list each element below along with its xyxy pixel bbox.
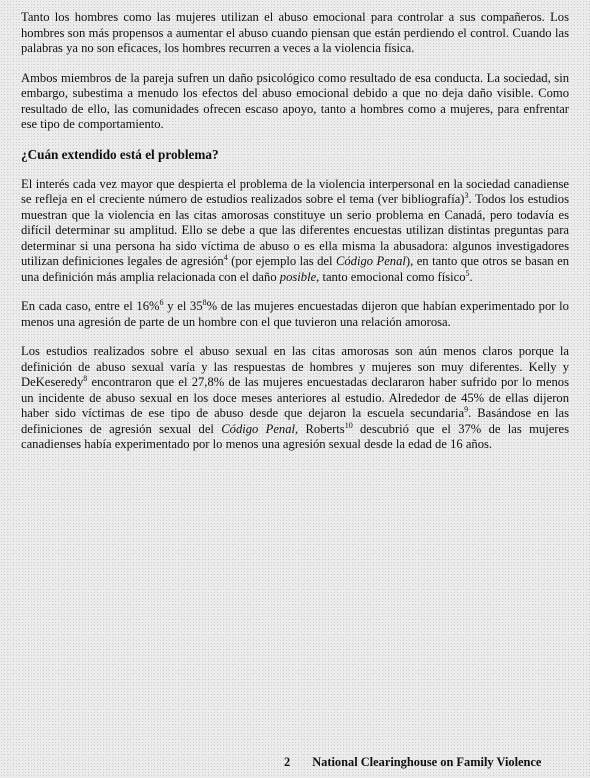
text-run: descubrió que el 37% de las mujeres canadienses había experimentado por lo menos una agresión sexual desde la edad de 16 años. xyxy=(21,421,569,451)
footnote-ref: 8 xyxy=(83,373,88,383)
text-run: y el 35 xyxy=(163,299,203,313)
text-run: Los estudios realizados sobre el abuso sexual en las citas amorosas son aún menos claros porque la definición de abuso sexual varía y las respuestas de hombres y mujeres son muy diferentes. Kelly y DeKeseredy xyxy=(21,344,569,389)
publisher-name: National Clearinghouse on Family Violence xyxy=(312,755,542,769)
page-number: 2 xyxy=(284,755,291,769)
footnote-ref: 3 xyxy=(464,190,469,200)
text-run: (por ejemplo las del xyxy=(227,254,336,268)
paragraph-psychological-harm: Ambos miembros de la pareja sufren un daño psicológico como resultado de esa conducta. La sociedad, sin embargo, subestima a menudo los efectos del abuso emocional debido a que no deja daño visible. Como resultado de ello, las comunidades ofrecen escaso apoyo, tanto a hombres como a mujeres, para enfrentar ese tipo de comportamiento. xyxy=(21,70,569,131)
text-run: . Todos los estudios muestran que la violencia en las citas amorosas constituye un serio problema en Canadá, pero todavía es difícil determinar su amplitud. Ello se debe a que las diferentes encuestas utilizan distintas preguntas para determinar si una persona ha sido víctima de abuso o es ella misma la abusadora: algunos investigadores utilizan definiciones legales de agresión xyxy=(21,192,569,268)
footnote-ref: 10 xyxy=(344,420,353,430)
footnote-ref: 6 xyxy=(159,297,164,307)
body-text xyxy=(21,10,569,467)
footnote-ref: 5 xyxy=(465,268,470,278)
text-run: , Roberts xyxy=(295,421,345,436)
text-run: % de las mujeres encuestadas dijeron que habían experimentado por lo menos una agresión de parte de un hombre con el que tuvieron una relación amorosa. xyxy=(21,299,569,329)
italic-term: Código Penal xyxy=(221,421,296,436)
section-heading: ¿Cuán extendido está el problema? xyxy=(21,146,219,162)
footnote-ref: 9 xyxy=(464,404,469,414)
footnote-ref: 4 xyxy=(223,252,228,262)
italic-term: posible xyxy=(279,269,317,284)
text-run: . xyxy=(469,269,473,284)
text-run: . Basándose en las definiciones de agresión sexual del xyxy=(21,406,569,436)
italic-term: Código Penal xyxy=(335,254,406,268)
text-run: ), en tanto que otros se basan en una definición más amplia relacionada con el daño xyxy=(21,254,569,284)
text-run: El interés cada vez mayor que despierta el problema de la violencia interpersonal en la sociedad canadiense se refleja en el creciente número de estudios realizados sobre el tema (ver bibliografía) xyxy=(21,176,569,206)
text-run: En cada caso, entre el 16% xyxy=(21,299,160,313)
page-footer xyxy=(284,755,541,770)
text-run: encontraron que el 27,8% de las mujeres encuestadas declararon haber sufrido por lo menos un incidente de abuso sexual en los doce meses anteriores al estudio. Alrededor de 45% de ellas dijeron haber sido víctimas de ese tipo de abuso desde que dejaron la escuela secundaria xyxy=(21,375,569,420)
paragraph-emotional-abuse: Tanto los hombres como las mujeres utilizan el abuso emocional para controlar a sus compañeros. Los hombres son más propensos a aumentar el abuso cuando piensan que están perdiendo el control. Cuando las palabras ya no son eficaces, los hombres recurren a veces a la violencia física. xyxy=(21,10,569,55)
paragraph-percentages xyxy=(21,299,569,330)
text-run: , tanto emocional como físico xyxy=(316,269,466,284)
paragraph-interest-studies xyxy=(21,177,569,286)
footnote-ref: 8 xyxy=(202,297,207,307)
paragraph-sexual-abuse xyxy=(21,344,569,453)
